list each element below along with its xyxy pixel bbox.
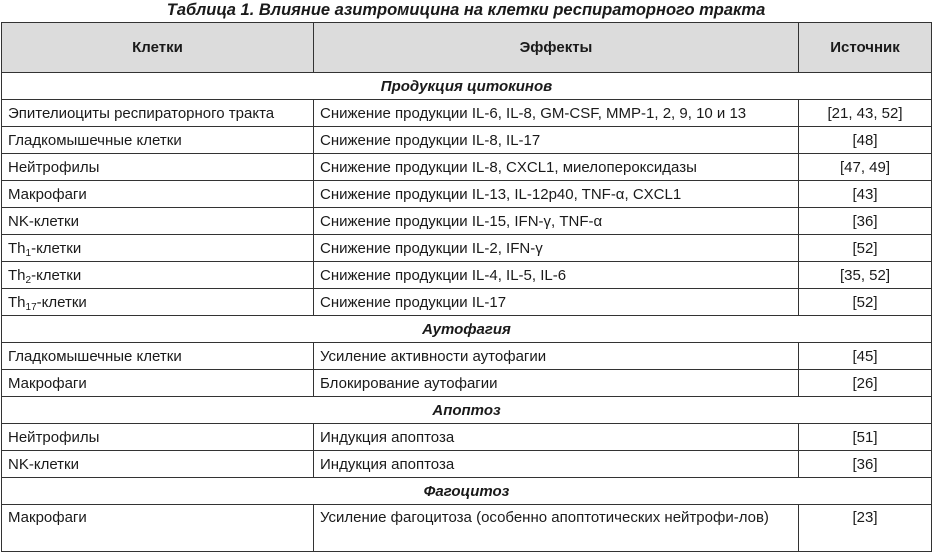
cell-type: Гладкомышечные клетки [2,127,314,154]
effect: Индукция апоптоза [314,424,799,451]
source-ref: [48] [799,127,932,154]
table-row [2,424,932,451]
cell-base: Th [8,293,26,311]
effect: Блокирование аутофагии [314,370,799,397]
effect: Снижение продукции IL-13, IL-12p40, TNF-α, CXCL1 [314,181,799,208]
cell-suffix: -клетки [31,239,82,257]
section-row [2,316,932,343]
cell-subscript: 2 [25,274,32,286]
cell-subscript: 17 [25,301,37,313]
cell-suffix: -клетки [36,293,87,311]
section-row [2,397,932,424]
cell-type [2,289,314,316]
source-ref: [21, 43, 52] [799,100,932,127]
source-ref: [45] [799,343,932,370]
cell-suffix: -клетки [31,266,82,284]
section-title: Аутофагия [2,316,932,343]
section-title: Фагоцитоз [2,478,932,505]
effect: Усиление фагоцитоза (особенно апоптотических нейтрофи-лов) [314,505,799,552]
source-ref: [23] [799,505,932,552]
section-row [2,478,932,505]
source-ref: [43] [799,181,932,208]
effect: Снижение продукции IL-8, IL-17 [314,127,799,154]
table-row [2,208,932,235]
cell-type: Макрофаги [2,505,314,552]
effect: Снижение продукции IL-2, IFN-γ [314,235,799,262]
header-row [2,23,932,73]
source-ref: [26] [799,370,932,397]
cell-type: Макрофаги [2,181,314,208]
source-ref: [35, 52] [799,262,932,289]
table-row [2,370,932,397]
table-row [2,127,932,154]
effect: Снижение продукции IL-6, IL-8, GM-CSF, MMP-1, 2, 9, 10 и 13 [314,100,799,127]
table-row [2,235,932,262]
table-caption: Таблица 1. Влияние азитромицина на клетки респираторного тракта [166,1,766,19]
header-effects: Эффекты [314,23,799,73]
cell-type: Нейтрофилы [2,154,314,181]
effect: Снижение продукции IL-17 [314,289,799,316]
table-row [2,262,932,289]
section-title: Продукция цитокинов [2,73,932,100]
cell-type: NK-клетки [2,208,314,235]
cell-subscript: 1 [25,247,32,259]
table-row [2,154,932,181]
source-ref: [52] [799,235,932,262]
effect: Снижение продукции IL-4, IL-5, IL-6 [314,262,799,289]
source-ref: [51] [799,424,932,451]
header-source: Источник [799,23,932,73]
cell-type [2,235,314,262]
effect: Усиление активности аутофагии [314,343,799,370]
effect: Индукция апоптоза [314,451,799,478]
table-row [2,451,932,478]
cell-type: NK-клетки [2,451,314,478]
table-row [2,343,932,370]
cell-type: Макрофаги [2,370,314,397]
table-row [2,181,932,208]
section-row [2,73,932,100]
header-cells: Клетки [2,23,314,73]
effect: Снижение продукции IL-8, CXCL1, миелопероксидазы [314,154,799,181]
table-row [2,289,932,316]
table-row [2,100,932,127]
effect: Снижение продукции IL-15, IFN-γ, TNF-α [314,208,799,235]
cell-type [2,262,314,289]
section-title: Апоптоз [2,397,932,424]
source-ref: [36] [799,451,932,478]
table-row [2,505,932,552]
cell-base: Th [8,266,26,284]
data-table [1,22,932,552]
cell-type: Нейтрофилы [2,424,314,451]
cell-type: Эпителиоциты респираторного тракта [2,100,314,127]
source-ref: [36] [799,208,932,235]
cell-base: Th [8,239,26,257]
cell-type: Гладкомышечные клетки [2,343,314,370]
source-ref: [52] [799,289,932,316]
source-ref: [47, 49] [799,154,932,181]
